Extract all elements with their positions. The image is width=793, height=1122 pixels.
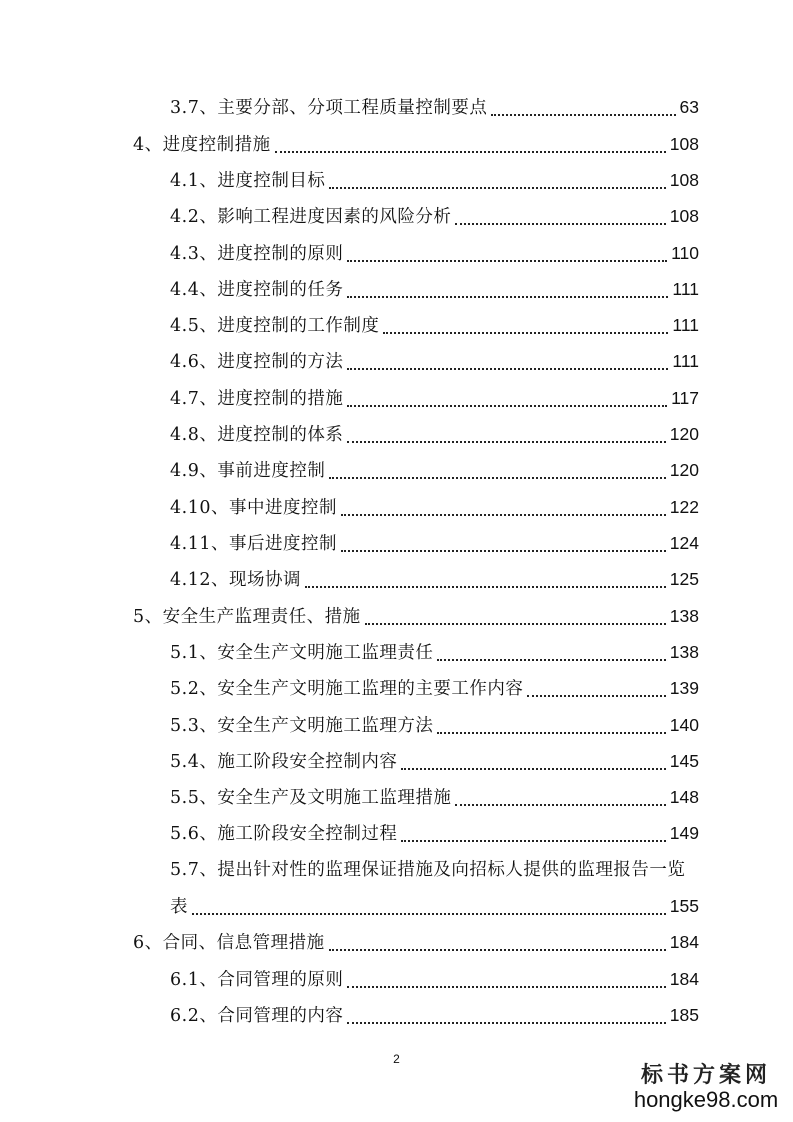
page-number: 2 (393, 1052, 400, 1066)
dot-leader (192, 911, 666, 915)
toc-entry[interactable] (170, 494, 699, 521)
toc-entry-title: 5.3、安全生产文明施工监理方法 (170, 716, 434, 736)
toc-entry-page: 122 (669, 497, 699, 517)
watermark-url: hongke98.com (633, 1087, 779, 1112)
toc-entry[interactable] (170, 893, 699, 920)
toc-entry[interactable] (170, 94, 699, 121)
toc-entry-title: 4.6、进度控制的方法 (170, 352, 344, 372)
dot-leader (347, 403, 667, 407)
dot-leader (347, 984, 665, 988)
dot-leader (455, 221, 665, 225)
toc-entry[interactable] (170, 240, 699, 267)
toc-entry-title: 5.4、施工阶段安全控制内容 (170, 752, 398, 772)
toc-entry-title: 6.1、合同管理的原则 (170, 970, 344, 990)
toc-entry-title: 4.12、现场协调 (170, 570, 301, 590)
toc-entry-page: 120 (669, 460, 699, 480)
toc-entry[interactable] (133, 603, 699, 630)
toc-entry-title: 4.7、进度控制的措施 (170, 389, 344, 409)
toc-entry-title: 4.3、进度控制的原则 (170, 244, 344, 264)
toc-entry-title[interactable]: 5.7、提出针对性的监理保证措施及向招标人提供的监理报告一览 (170, 860, 686, 880)
toc-entry-page: 124 (669, 533, 699, 553)
toc-entry-page: 125 (669, 569, 699, 589)
dot-leader (329, 475, 665, 479)
toc-entry[interactable] (170, 421, 699, 448)
toc-entry-page: 110 (671, 243, 699, 263)
toc-entry-title: 4.5、进度控制的工作制度 (170, 316, 380, 336)
dot-leader (527, 693, 665, 697)
dot-leader (365, 621, 666, 625)
toc-entry-title-continuation: 表 (170, 897, 188, 917)
dot-leader (341, 512, 666, 516)
toc-entry-page: 138 (669, 606, 699, 626)
toc-entry[interactable] (170, 748, 699, 775)
toc-entry-title: 4.1、进度控制目标 (170, 171, 326, 191)
toc-entry-title: 5.6、施工阶段安全控制过程 (170, 824, 398, 844)
toc-entry-title: 4.9、事前进度控制 (170, 461, 326, 481)
dot-leader (347, 439, 665, 443)
toc-entry[interactable] (170, 312, 699, 339)
dot-leader (491, 112, 675, 116)
toc-entry[interactable] (133, 929, 699, 956)
dot-leader (341, 548, 666, 552)
dot-leader (401, 838, 665, 842)
toc-entry[interactable] (170, 566, 699, 593)
watermark (631, 1062, 781, 1112)
dot-leader (383, 330, 668, 334)
toc-entry[interactable] (170, 675, 699, 702)
dot-leader (455, 802, 665, 806)
watermark-name: 标书方案网 (640, 1062, 771, 1088)
dot-leader (275, 149, 666, 153)
toc-entry-title: 5、安全生产监理责任、措施 (133, 607, 361, 627)
toc-entry-page: 108 (669, 134, 699, 154)
toc-entry-page: 145 (669, 751, 699, 771)
dot-leader (401, 766, 665, 770)
toc-entry-title: 4.8、进度控制的体系 (170, 425, 344, 445)
toc-entry-title: 5.5、安全生产及文明施工监理措施 (170, 788, 452, 808)
toc-entry-page: 108 (669, 170, 699, 190)
toc-entry-title: 5.2、安全生产文明施工监理的主要工作内容 (170, 679, 524, 699)
toc-entry-title: 4.2、影响工程进度因素的风险分析 (170, 207, 452, 227)
toc-entry-page: 149 (669, 823, 699, 843)
toc-entry[interactable] (170, 203, 699, 230)
toc-entry-page: 63 (679, 97, 699, 117)
toc-entry-page: 111 (672, 315, 699, 335)
toc-entry[interactable] (133, 131, 699, 158)
toc-entry-title: 5.1、安全生产文明施工监理责任 (170, 643, 434, 663)
dot-leader (437, 657, 665, 661)
toc-entry[interactable] (170, 167, 699, 194)
toc-entry[interactable] (170, 530, 699, 557)
dot-leader (437, 730, 665, 734)
toc-entry-title: 6.2、合同管理的内容 (170, 1006, 344, 1026)
toc-entry[interactable] (170, 276, 699, 303)
toc-entry-title: 4.4、进度控制的任务 (170, 280, 344, 300)
toc-entry[interactable] (170, 712, 699, 739)
toc-entry-page: 120 (669, 424, 699, 444)
dot-leader (329, 947, 666, 951)
toc-entry[interactable] (170, 639, 699, 666)
toc-entry-title: 4.10、事中进度控制 (170, 498, 337, 518)
toc-entry-page: 185 (669, 1005, 699, 1025)
toc-entry[interactable] (170, 1002, 699, 1029)
toc-entry-page: 111 (672, 279, 699, 299)
toc-entry-page: 155 (669, 896, 699, 916)
dot-leader (347, 258, 667, 262)
toc-entry-page: 117 (671, 388, 699, 408)
dot-leader (347, 294, 668, 298)
toc-entry-page: 139 (669, 678, 699, 698)
toc-entry[interactable] (170, 820, 699, 847)
toc-entry[interactable] (170, 457, 699, 484)
toc-entry-title: 6、合同、信息管理措施 (133, 933, 325, 953)
toc-entry-page: 138 (669, 642, 699, 662)
toc-entry-title: 4.11、事后进度控制 (170, 534, 337, 554)
toc-entry-page: 184 (669, 969, 699, 989)
toc-entry[interactable] (170, 348, 699, 375)
toc-entry-page: 140 (669, 715, 699, 735)
dot-leader (347, 366, 668, 370)
toc-entry-title: 3.7、主要分部、分项工程质量控制要点 (170, 98, 488, 118)
toc-entry-page: 108 (669, 206, 699, 226)
toc-entry-page: 111 (672, 351, 699, 371)
dot-leader (347, 1020, 665, 1024)
toc-entry-title: 4、进度控制措施 (133, 135, 271, 155)
dot-leader (305, 584, 666, 588)
toc-entry-page: 184 (669, 932, 699, 952)
toc-entry[interactable] (170, 385, 699, 412)
toc-entry-page: 148 (669, 787, 699, 807)
dot-leader (329, 185, 665, 189)
toc-entry[interactable] (170, 966, 699, 993)
toc-entry[interactable] (170, 784, 699, 811)
